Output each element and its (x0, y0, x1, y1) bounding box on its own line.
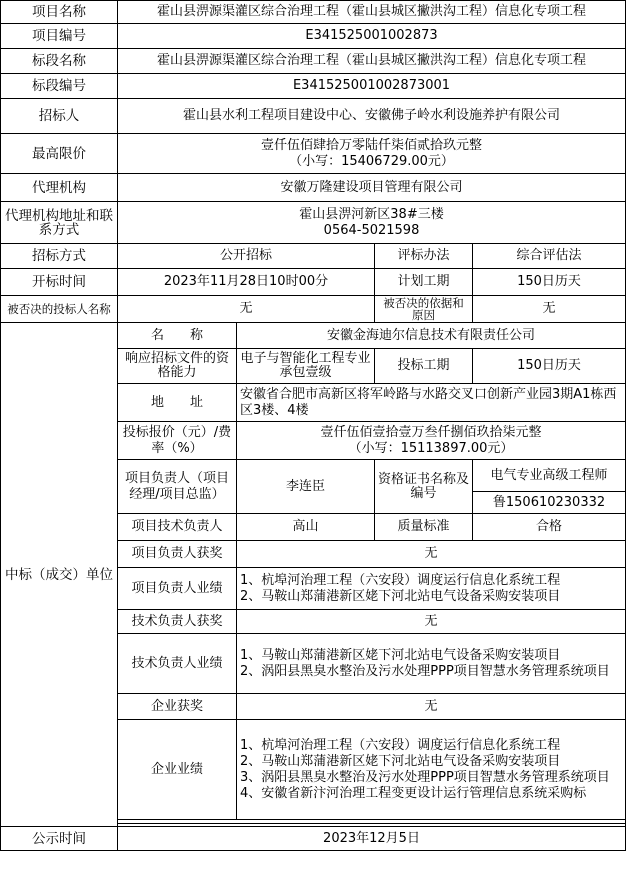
pm-performance-label: 项目负责人业绩 (118, 568, 237, 610)
rejection-reason-value: 无 (473, 296, 626, 323)
bid-price-number: （小写：15113897.00元） (348, 440, 514, 456)
rejection-reason-label: 被否决的依据和原因 (375, 296, 473, 323)
bid-duration-value: 150日历天 (473, 349, 626, 384)
agency-phone: 0564-5021598 (323, 222, 420, 238)
method-label: 招标方式 (1, 244, 118, 269)
bid-price-words: 壹仟伍佰壹拾壹万叁仟捌佰玖拾柒元整 (320, 424, 542, 440)
winner-address-label: 地 址 (118, 384, 237, 422)
publicity-time-label: 公示时间 (1, 827, 118, 851)
agency-value: 安徽万隆建设项目管理有限公司 (118, 174, 626, 202)
corp-award-value: 无 (237, 694, 626, 720)
tenderer-label: 招标人 (1, 99, 118, 134)
qualification-label: 响应招标文件的资格能力 (118, 349, 237, 384)
bid-duration-label: 投标工期 (375, 349, 473, 384)
winner-address: 安徽省合肥市高新区将军岭路与水路交叉口创新产业园3期A1栋西区3楼、4楼 (237, 384, 626, 422)
eval-method-label: 评标办法 (375, 244, 473, 269)
max-price-number: （小写：15406729.00元） (289, 153, 454, 169)
tech-award-value: 无 (237, 610, 626, 634)
bid-price-value (237, 422, 626, 460)
tech-performance-list (237, 634, 626, 694)
max-price-label: 最高限价 (1, 134, 118, 174)
agency-address-label: 代理机构地址和联系方式 (1, 202, 118, 244)
planned-period-label: 计划工期 (375, 269, 473, 296)
tech-performance-item: 2、涡阳县黑臭水整治及污水处理PPP项目智慧水务管理系统项目 (240, 663, 610, 679)
winner-label: 中标（成交）单位 (1, 323, 118, 827)
tech-performance-item: 1、马鞍山郑蒲港新区姥下河北站电气设备采购安装项目 (240, 647, 561, 663)
project-name-label: 项目名称 (1, 1, 118, 24)
corp-performance-label: 企业业绩 (118, 720, 237, 820)
publicity-time-value: 2023年12月5日 (118, 827, 626, 851)
agency-label: 代理机构 (1, 174, 118, 202)
project-manager-name: 李连臣 (237, 460, 375, 514)
winner-name: 安徽金海迪尔信息技术有限责任公司 (237, 323, 626, 349)
winner-name-label: 名 称 (118, 323, 237, 349)
agency-address: 霍山县淠河新区38#三楼 (299, 206, 444, 222)
tech-lead-name: 高山 (237, 514, 375, 541)
eval-method-value: 综合评估法 (473, 244, 626, 269)
opening-time-label: 开标时间 (1, 269, 118, 296)
quality-standard-value: 合格 (473, 514, 626, 541)
corp-award-label: 企业获奖 (118, 694, 237, 720)
rejected-bidder-label: 被否决的投标人名称 (1, 296, 118, 323)
opening-time-value: 2023年11月28日10时00分 (118, 269, 375, 296)
project-code: E341525001002873 (118, 24, 626, 49)
agency-address-value (118, 202, 626, 244)
rejected-bidder-value: 无 (118, 296, 375, 323)
method-value: 公开招标 (118, 244, 375, 269)
pm-performance-list (237, 568, 626, 610)
section-code-label: 标段编号 (1, 74, 118, 99)
section-code: E341525001002873001 (118, 74, 626, 99)
project-code-label: 项目编号 (1, 24, 118, 49)
tech-performance-label: 技术负责人业绩 (118, 634, 237, 694)
bid-price-label: 投标报价（元）/费率（%） (118, 422, 237, 460)
section-name: 霍山县淠源渠灌区综合治理工程（霍山县城区撇洪沟工程）信息化专项工程 (118, 49, 626, 74)
qualification-value: 电子与智能化工程专业承包壹级 (237, 349, 375, 384)
corp-performance-item: 2、马鞍山郑蒲港新区姥下河北站电气设备采购安装项目 (240, 753, 561, 769)
corp-performance-list (237, 720, 626, 820)
project-name: 霍山县淠源渠灌区综合治理工程（霍山县城区撇洪沟工程）信息化专项工程 (118, 1, 626, 24)
project-manager-label: 项目负责人（项目经理/项目总监） (118, 460, 237, 514)
certificate-name: 电气专业高级工程师 (473, 460, 626, 492)
max-price-value (118, 134, 626, 174)
pm-performance-item: 2、马鞍山郑蒲港新区姥下河北站电气设备采购安装项目 (240, 588, 561, 604)
max-price-words: 壹仟伍佰肆拾万零陆仟柒佰贰拾玖元整 (261, 137, 483, 153)
tech-lead-label: 项目技术负责人 (118, 514, 237, 541)
tech-award-label: 技术负责人获奖 (118, 610, 237, 634)
pm-award-label: 项目负责人获奖 (118, 541, 237, 568)
quality-standard-label: 质量标准 (375, 514, 473, 541)
planned-period-value: 150日历天 (473, 269, 626, 296)
pm-performance-item: 1、杭埠河治理工程（六安段）调度运行信息化系统工程 (240, 572, 561, 588)
certificate-number: 鲁150610230332 (473, 492, 626, 514)
section-name-label: 标段名称 (1, 49, 118, 74)
corp-performance-item: 3、涡阳县黑臭水整治及污水处理PPP项目智慧水务管理系统项目 (240, 769, 610, 785)
certificate-label: 资格证书名称及编号 (375, 460, 473, 514)
corp-performance-item: 1、杭埠河治理工程（六安段）调度运行信息化系统工程 (240, 737, 561, 753)
pm-award-value: 无 (237, 541, 626, 568)
corp-performance-item: 4、安徽省新汴河治理工程变更设计运行管理信息系统采购标 (240, 785, 587, 801)
tenderer-value: 霍山县水利工程项目建设中心、安徽佛子岭水利设施养护有限公司 (118, 99, 626, 134)
